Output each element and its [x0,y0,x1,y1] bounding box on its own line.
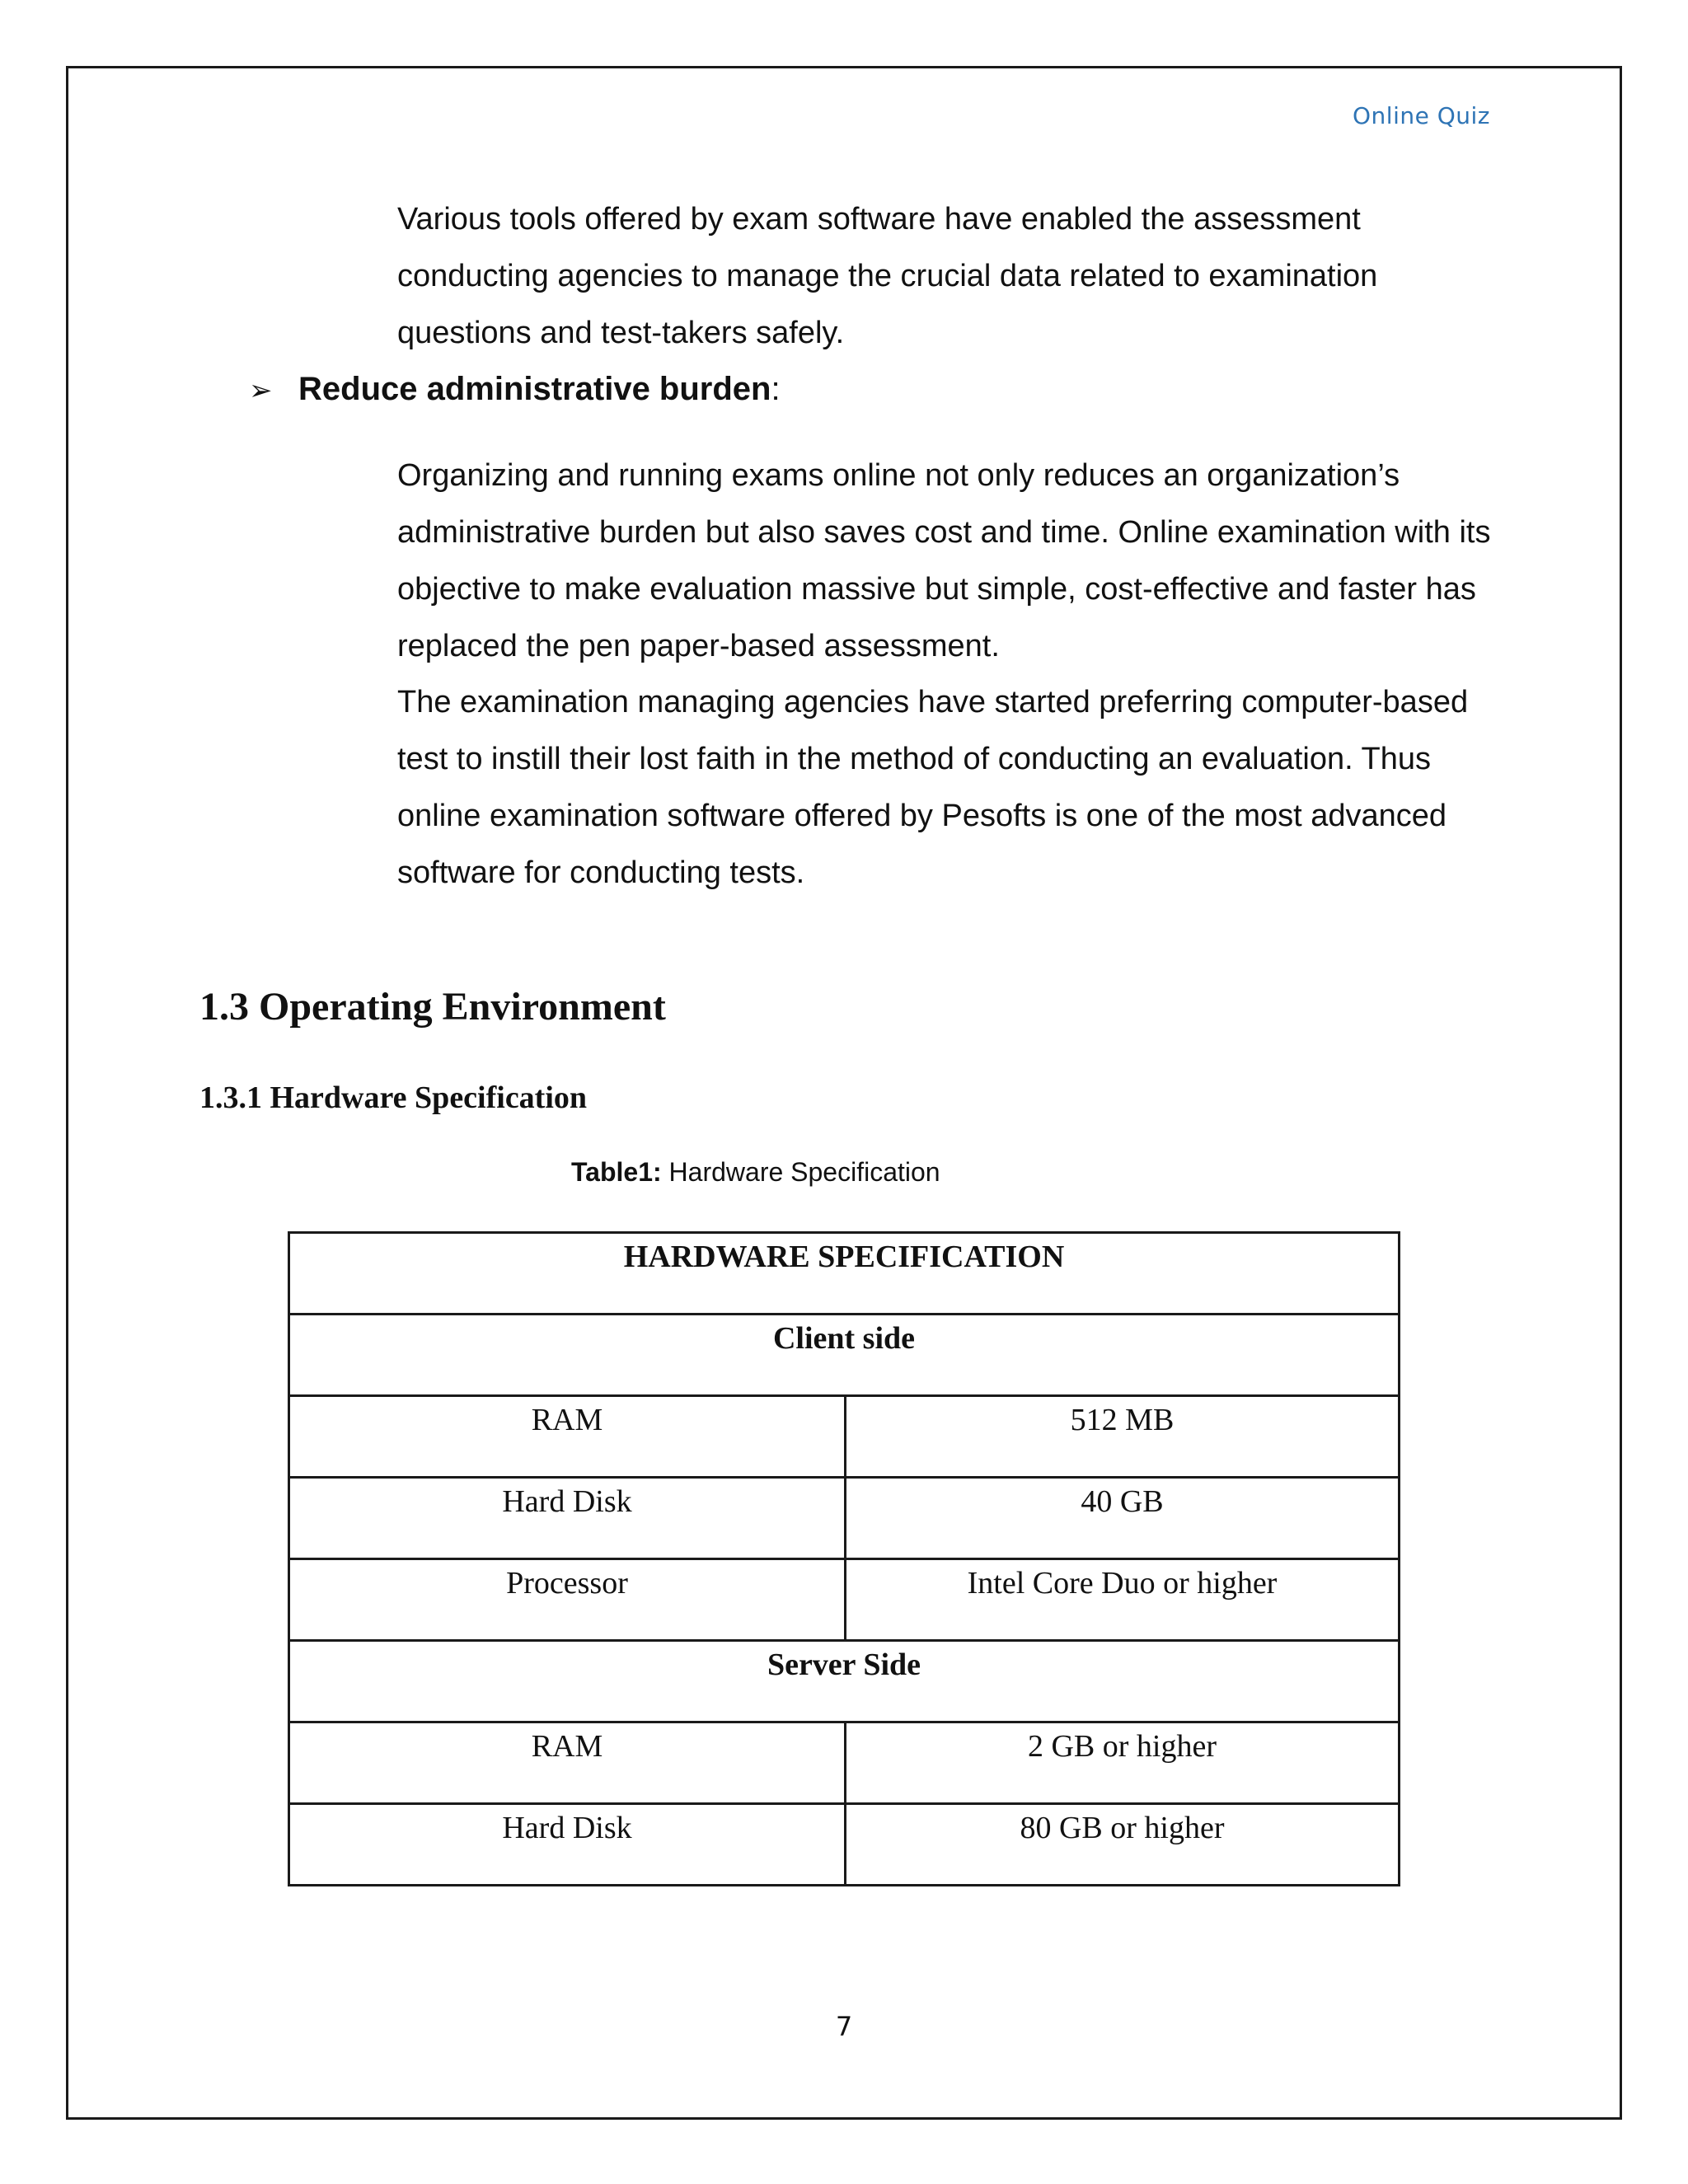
value-cell: Intel Core Duo or higher [846,1559,1400,1641]
value-cell: 2 GB or higher [846,1722,1400,1804]
section-heading: 1.3 Operating Environment [199,985,666,1029]
server-side-row [289,1641,1400,1722]
client-side-cell: Client side [289,1315,1400,1396]
bullet-item [249,361,781,419]
page-number: 7 [835,2011,853,2042]
component-cell: Hard Disk [289,1478,846,1559]
component-cell: Hard Disk [289,1804,846,1886]
arrow-bullet-icon: ➢ [249,374,273,407]
table-row [289,1722,1400,1804]
client-side-row [289,1315,1400,1396]
table-row [289,1396,1400,1478]
table-title-row [289,1233,1400,1315]
component-cell: RAM [289,1722,846,1804]
value-cell: 80 GB or higher [846,1804,1400,1886]
bullet-paragraph-1: Organizing and running exams online not only reduces an organization’s administrative burden but also saves cost and time. Online examination with its objective to make evaluation massive but simple, cost-effective and faster has replaced the pen paper-based assessment. [397,458,1491,663]
bullet-suffix: : [771,371,781,407]
table-caption-text [571,1157,940,1188]
bullet-paragraph-2: The examination managing agencies have started preferring computer-based test to instill their lost faith in the method of conducting an evaluation. Thus online examination software offered by Pesofts is one of the most advanced software for conducting tests. [397,685,1469,890]
hardware-spec-table [288,1231,1400,1886]
table-row [289,1478,1400,1559]
intro-paragraph: Various tools offered by exam software have enabled the assessment conducting agencies to manage the crucial data related to examination questions and test-takers safely. [397,202,1378,350]
value-cell: 40 GB [846,1478,1400,1559]
server-side-cell: Server Side [289,1641,1400,1722]
table-caption-title: Hardware Specification [661,1157,940,1187]
subsection-heading: 1.3.1 Hardware Specification [199,1080,588,1115]
table-caption-label: Table1: [571,1157,662,1187]
table-row [289,1804,1400,1886]
component-cell: RAM [289,1396,846,1478]
component-cell: Processor [289,1559,846,1641]
table-row [289,1559,1400,1641]
bullet-title: Reduce administrative burden [298,371,771,407]
value-cell: 512 MB [846,1396,1400,1478]
table-title-cell: HARDWARE SPECIFICATION [289,1233,1400,1315]
running-header: Online Quiz [1353,102,1490,129]
